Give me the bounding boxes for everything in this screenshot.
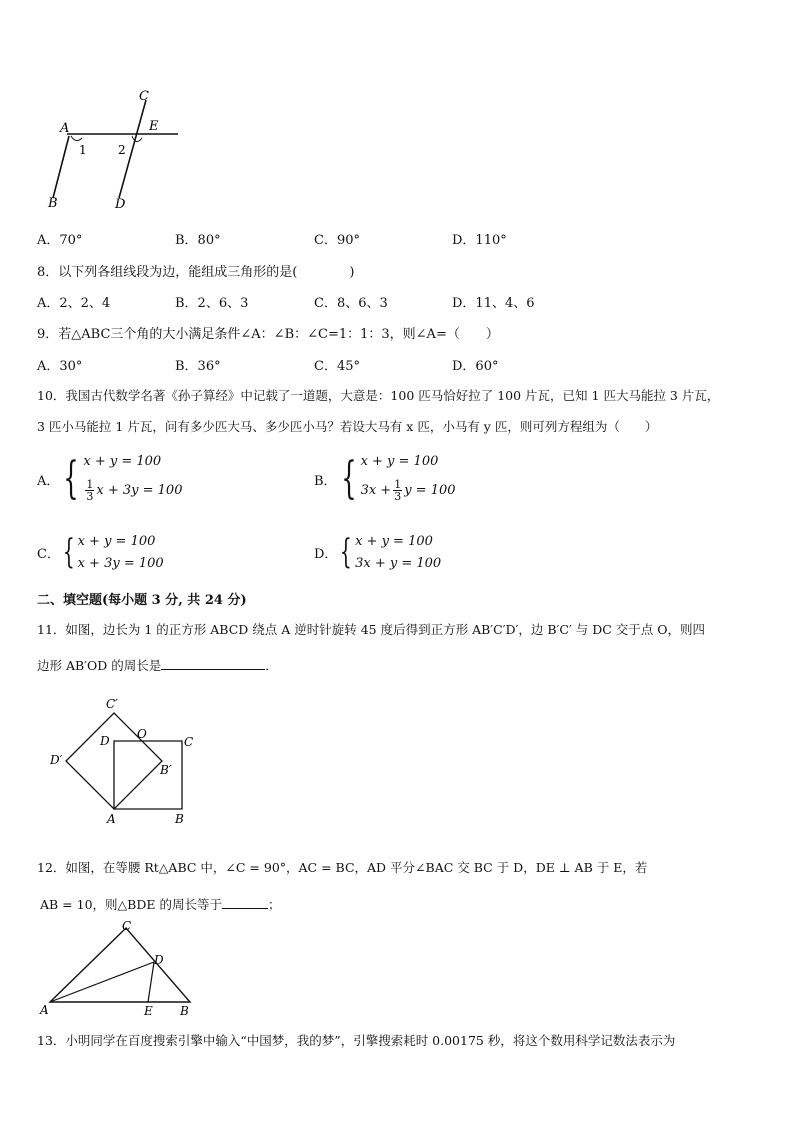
q10-d-eq1: x + y = 100 bbox=[355, 533, 433, 549]
angle-1-arc bbox=[71, 136, 82, 141]
q10-option-c-brace: { bbox=[62, 532, 75, 572]
q13-question-line1: 13．小明同学在百度搜索引擎中输入“中国梦，我的梦”，引擎搜索耗时 0.00175 秒，将这个数用科学记数法表示为 bbox=[37, 1033, 676, 1048]
label-a: A bbox=[40, 1003, 49, 1017]
q9-question: 9．若△ABC三个角的大小满足条件∠A：∠B：∠C=1：1：3，则∠A=（ ） bbox=[37, 327, 499, 342]
q10-a-eq1: x + y = 100 bbox=[83, 453, 162, 469]
q8-question: 8．以下列各组线段为边，能组成三角形的是( ) bbox=[37, 265, 355, 280]
q9-option-b[interactable]: B．36° bbox=[175, 359, 221, 374]
q10-a-eq2: $\frac{1}{3}$ x + 3y = 100 bbox=[86, 477, 183, 503]
section-2-heading: 二、填空题(每小题 3 分, 共 24 分) bbox=[37, 593, 247, 608]
q9-option-c[interactable]: C．45° bbox=[314, 359, 360, 374]
label-d1: D′ bbox=[50, 753, 63, 767]
q10-option-d-label: D． bbox=[314, 546, 338, 562]
label-d: D bbox=[154, 953, 164, 967]
label-c: C bbox=[184, 735, 194, 749]
q12-question-line1: 12．如图，在等腰 Rt△ABC 中，∠C = 90°，AC = BC，AD 平分∠BAC 交 BC 于 D，DE ⊥ AB 于 E，若 bbox=[37, 860, 648, 875]
label-a: A bbox=[60, 121, 70, 136]
segment-de bbox=[148, 962, 154, 1002]
q10-option-a-label: A． bbox=[37, 473, 60, 489]
q9-option-d[interactable]: D．60° bbox=[452, 359, 499, 374]
label-e: E bbox=[149, 119, 159, 134]
label-b: B bbox=[180, 1004, 189, 1018]
label-d: D bbox=[115, 197, 126, 212]
label-d: D bbox=[100, 734, 110, 748]
triangle-abc bbox=[50, 928, 190, 1002]
q10-c-eq2: x + 3y = 100 bbox=[77, 555, 164, 571]
q10-b-eq1: x + y = 100 bbox=[360, 453, 439, 469]
q10-question-line1: 10．我国古代数学名著《孙子算经》中记载了一道题，大意是：100 匹马恰好拉了 100 片瓦，已知 1 匹大马能拉 3 片瓦， bbox=[37, 388, 720, 403]
label-c1: C′ bbox=[106, 697, 118, 711]
q10-question-line2: 3 匹小马能拉 1 片瓦，问有多少匹大马、多少匹小马？若设大马有 x 匹，小马有 y 匹，则可列方程组为（ ） bbox=[37, 419, 658, 434]
q10-b-frac: $\frac{1}{3}$ bbox=[394, 477, 402, 503]
label-1: 1 bbox=[79, 143, 87, 157]
q8-option-d[interactable]: D．11、4、6 bbox=[452, 296, 535, 311]
label-c: C bbox=[139, 89, 149, 104]
angle-2-arc bbox=[132, 136, 142, 142]
q10-option-b-brace: { bbox=[340, 453, 357, 504]
q10-option-c-label: C． bbox=[37, 546, 60, 562]
rotated-square-figure bbox=[44, 694, 204, 828]
q10-b-eq2: 3x + $\frac{1}{3}$ y = 100 bbox=[360, 477, 456, 503]
q8-option-b[interactable]: B．2、6、3 bbox=[175, 296, 249, 311]
q10-option-a-brace: { bbox=[63, 453, 80, 504]
line-ab bbox=[53, 136, 69, 198]
q11-question-line1: 11．如图，边长为 1 的正方形 ABCD 绕点 A 逆时针旋转 45 度后得到正方形 AB′C′D′，边 B′C′ 与 DC 交于点 O，则四 bbox=[37, 622, 706, 637]
label-c: C bbox=[122, 919, 132, 933]
label-b1: B′ bbox=[160, 763, 172, 777]
q10-d-eq2: 3x + y = 100 bbox=[355, 555, 442, 571]
q10-option-d[interactable] bbox=[314, 530, 441, 574]
label-b: B bbox=[175, 812, 184, 826]
q10-option-d-brace: { bbox=[340, 532, 353, 572]
label-b: B bbox=[48, 196, 58, 211]
q7-option-b[interactable]: B．80° bbox=[175, 233, 221, 248]
q7-option-a[interactable]: A．70° bbox=[37, 233, 83, 248]
q11-answer-blank[interactable] bbox=[161, 657, 265, 670]
q10-option-b-label: B． bbox=[314, 473, 337, 489]
q10-option-c[interactable] bbox=[37, 530, 164, 574]
q9-option-a[interactable]: A．30° bbox=[37, 359, 83, 374]
q12-answer-blank[interactable] bbox=[222, 896, 268, 909]
segment-ad bbox=[50, 962, 154, 1002]
q10-c-eq1: x + y = 100 bbox=[77, 533, 156, 549]
q10-option-a[interactable] bbox=[37, 450, 182, 508]
isosceles-right-triangle-figure bbox=[38, 918, 203, 1018]
q10-option-b[interactable] bbox=[314, 450, 456, 508]
q12-question-line2: AB = 10，则△BDE 的周长等于 ； bbox=[40, 897, 281, 912]
q10-a-frac: $\frac{1}{3}$ bbox=[86, 477, 94, 503]
q8-option-a[interactable]: A．2、2、4 bbox=[37, 296, 111, 311]
label-e: E bbox=[144, 1004, 153, 1018]
q7-option-d[interactable]: D．110° bbox=[452, 233, 507, 248]
parallel-lines-figure bbox=[36, 86, 186, 216]
label-o: O bbox=[137, 727, 147, 741]
q7-option-c[interactable]: C．90° bbox=[314, 233, 360, 248]
q11-question-line2: 边形 AB′OD 的周长是 ． bbox=[37, 658, 278, 673]
q8-option-c[interactable]: C．8、6、3 bbox=[314, 296, 388, 311]
label-2: 2 bbox=[118, 143, 126, 157]
label-a: A bbox=[107, 812, 116, 826]
